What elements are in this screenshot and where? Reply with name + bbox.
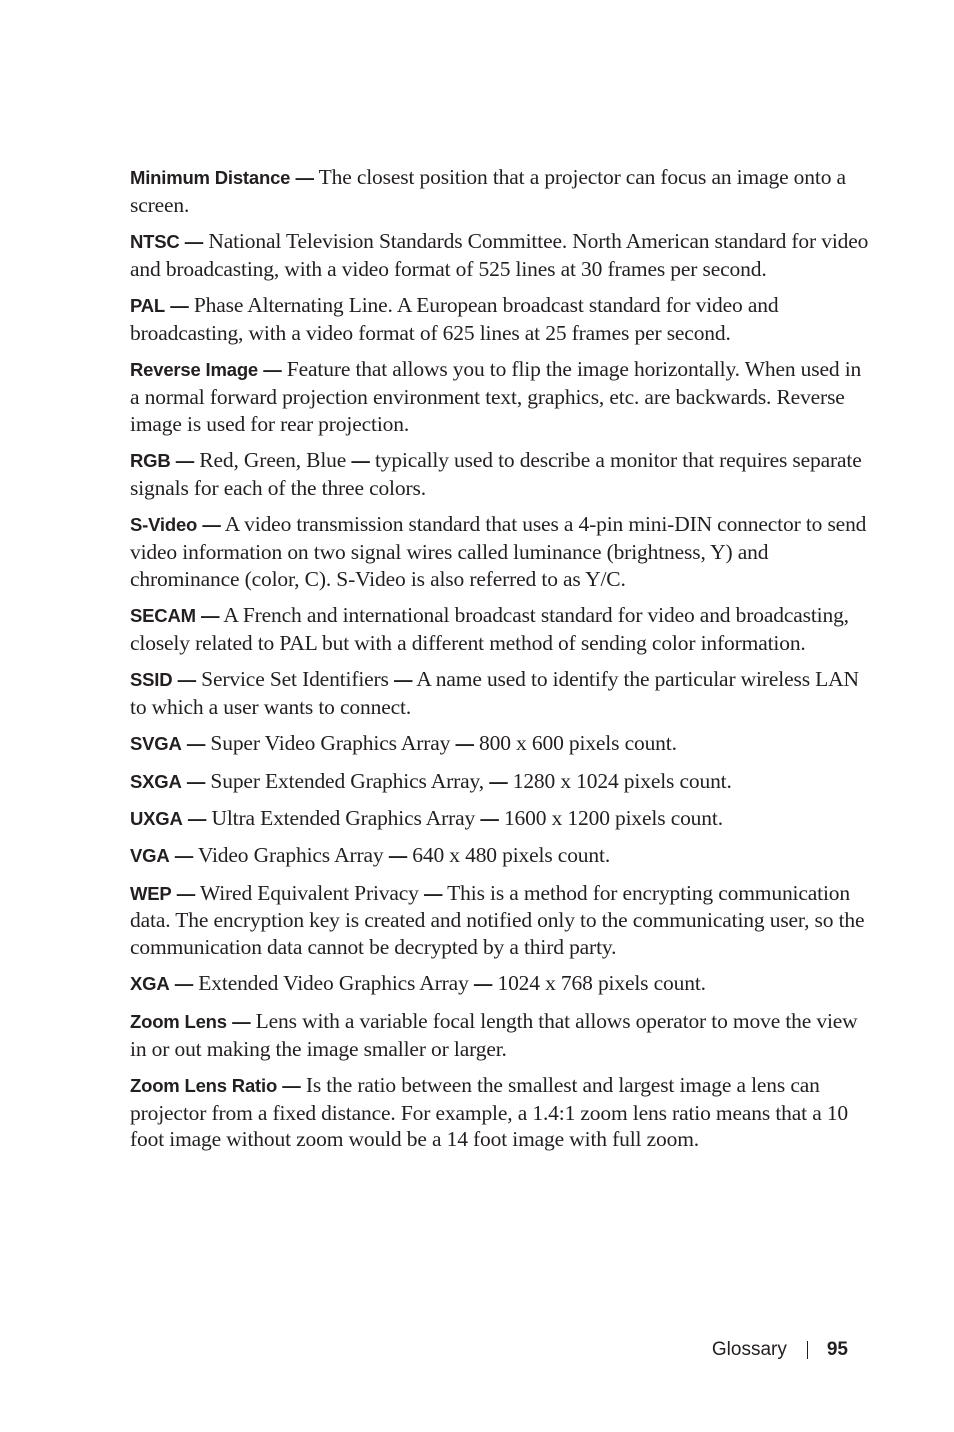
glossary-definition: A name used to identify the particular wireless LAN to which a user wants to connect. [130,667,859,720]
page-footer [712,1337,848,1363]
em-dash-separator: — [351,450,370,472]
glossary-term: SECAM [130,605,196,627]
glossary-term: UXGA [130,807,183,829]
em-dash-separator: — [232,1010,251,1032]
em-dash-separator: — [480,807,499,829]
em-dash-separator: — [177,669,196,691]
footer-section-label: Glossary [711,1339,787,1360]
glossary-definition: 1024 x 768 pixels count. [497,971,706,996]
em-dash-separator: — [174,973,194,995]
glossary-entry [130,880,870,961]
glossary-entry [130,842,870,870]
glossary-definition: 1600 x 1200 pixels count. [503,805,723,830]
glossary-entry [130,228,870,283]
glossary-entry [130,768,870,796]
glossary-term: Zoom Lens [130,1010,227,1032]
glossary-entry [130,292,870,347]
glossary-list [130,164,870,1163]
glossary-term: SXGA [130,770,182,792]
em-dash-separator: — [455,733,474,755]
glossary-entry [130,730,870,758]
em-dash-separator: — [174,845,194,867]
em-dash-separator: — [489,770,508,792]
glossary-term: PAL [130,295,166,317]
glossary-term: RGB [130,450,171,472]
glossary-term: SVGA [130,733,182,755]
glossary-entry [130,602,870,657]
glossary-entry [130,1008,870,1063]
em-dash-separator: — [263,359,282,381]
em-dash-separator: — [282,1074,301,1096]
glossary-definition: Ultra Extended Graphics Array [211,805,476,830]
glossary-definition: A French and international broadcast standard for video and broadcasting, closely related to PAL but with a different method of sending color information. [130,603,849,655]
glossary-definition: Extended Video Graphics Array [198,971,469,996]
glossary-definition: Video Graphics Array [197,843,384,868]
glossary-term: NTSC [130,231,180,253]
glossary-definition: National Television Standards Committee. North American standard for video and broadcasting, with a video format of 525 lines at 30 frames per second. [130,229,869,281]
glossary-definition: This is a method for encrypting communication data. The encryption key is created and notified only to the communicating user, so the communication data cannot be decrypted by a third party. [130,880,865,960]
page-number: 95 [826,1339,848,1360]
glossary-term: XGA [130,973,170,995]
footer-separator [807,1341,808,1359]
glossary-definition: The closest position that a projector can focus an image onto a screen. [130,165,846,217]
glossary-definition: Super Extended Graphics Array, [210,768,484,793]
glossary-definition: Is the ratio between the smallest and largest image a lens can projector from a fixed distance. For example, a 1.4:1 zoom lens ratio means that a 10 foot image without zoom would be a 14 foot image with full zoom. [130,1072,849,1152]
em-dash-separator: — [394,669,413,691]
glossary-definition: Super Video Graphics Array [210,731,451,756]
em-dash-separator: — [187,807,207,829]
glossary-term: S-Video [130,514,198,536]
glossary-entry [130,1072,870,1153]
glossary-definition: Feature that allows you to flip the image horizontally. When used in a normal forward projection environment text, graphics, etc. are backwards. Reverse image is used for rear projection. [130,357,862,436]
glossary-definition: 1280 x 1024 pixels count. [512,768,732,793]
em-dash-separator: — [170,295,189,317]
glossary-entry [130,356,870,437]
glossary-entry [130,164,870,219]
glossary-definition: 800 x 600 pixels count. [479,731,677,756]
glossary-definition: Service Set Identifiers [201,667,389,692]
em-dash-separator: — [424,882,443,904]
glossary-entry [130,805,870,833]
em-dash-separator: — [295,167,314,188]
em-dash-separator: — [186,770,206,792]
em-dash-separator: — [201,605,220,627]
em-dash-separator: — [388,845,408,867]
glossary-term: Zoom Lens Ratio [130,1074,278,1096]
em-dash-separator: — [186,733,206,755]
glossary-term: Reverse Image [130,359,259,381]
glossary-definition: Wired Equivalent Privacy [199,880,419,905]
em-dash-separator: — [176,882,196,904]
glossary-term: VGA [130,845,170,867]
glossary-entry [130,447,870,502]
glossary-entry [130,970,870,998]
glossary-definition: A video transmission standard that uses a 4-pin mini-DIN connector to send video information on two signal wires called luminance (brightness, Y) and chrominance (color, C). S-Video is also referred to as Y/C. [130,512,867,591]
em-dash-separator: — [202,514,221,536]
glossary-definition: Lens with a variable focal length that allows operator to move the view in or out making the image smaller or larger. [130,1008,858,1061]
glossary-definition: Phase Alternating Line. A European broadcast standard for video and broadcasting, with a video format of 625 lines at 25 frames per second. [130,293,779,345]
em-dash-separator: — [175,450,195,472]
glossary-term: Minimum Distance [130,167,291,188]
glossary-entry [130,666,870,721]
glossary-definition: 640 x 480 pixels count. [412,843,611,868]
glossary-term: WEP [130,882,172,904]
glossary-definition: Red, Green, Blue [199,448,347,473]
glossary-entry [130,511,870,592]
em-dash-separator: — [473,973,493,995]
glossary-term: SSID [130,669,173,691]
glossary-definition: typically used to describe a monitor that requires separate signals for each of the three colors. [130,448,862,500]
em-dash-separator: — [184,231,204,253]
